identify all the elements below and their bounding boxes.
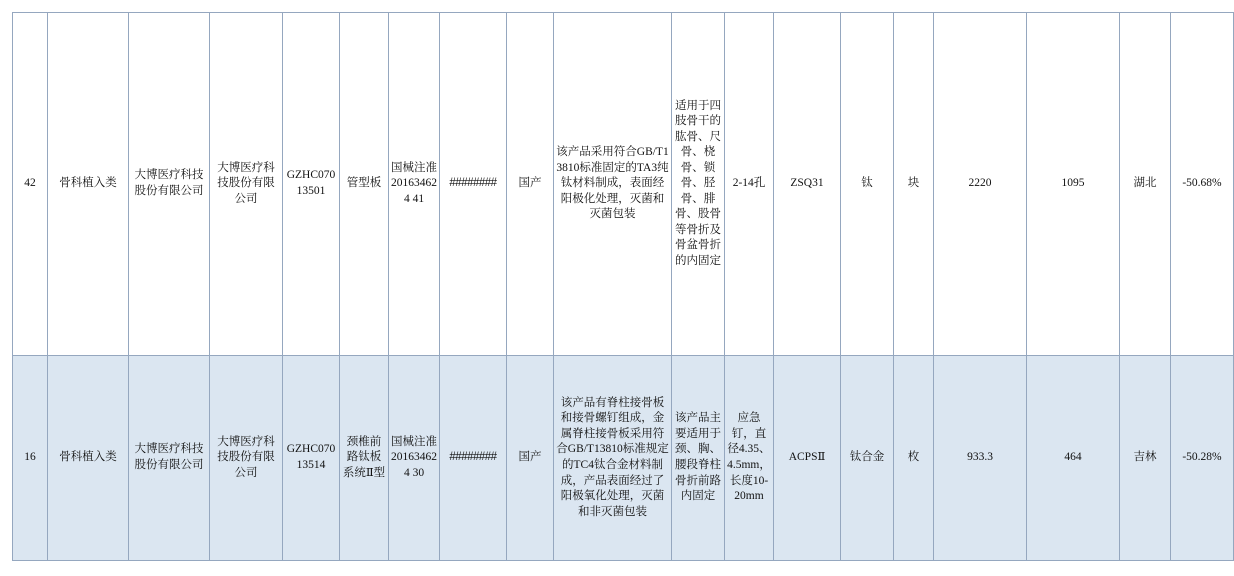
data-table	[12, 12, 1234, 561]
cell-price-before: 933.3	[934, 356, 1027, 561]
cell-price-after: 464	[1027, 356, 1120, 561]
cell-origin: 国产	[507, 13, 554, 356]
cell-index: 42	[13, 13, 48, 356]
cell-manufacturer: 大博医疗科技股份有限公司	[210, 13, 283, 356]
cell-model-code: ZSQ31	[774, 13, 841, 356]
cell-material: 钛	[841, 13, 894, 356]
cell-code: GZHC07013501	[283, 13, 340, 356]
cell-model-code: ACPSⅡ	[774, 356, 841, 561]
cell-material: 钛合金	[841, 356, 894, 561]
cell-model-spec: 2-14孔	[725, 13, 774, 356]
cell-origin: 国产	[507, 356, 554, 561]
cell-registration-no: 国械注准201634624 41	[389, 13, 440, 356]
cell-change-rate: -50.68%	[1171, 13, 1234, 356]
cell-description: 该产品有脊柱接骨板和接骨螺钉组成，金属脊柱接骨板采用符合GB/T13810标准规定的TC4钛合金材料制成，产品表面经过了阳极氧化处理，灭菌和非灭菌包装	[554, 356, 672, 561]
table-row[interactable]	[13, 13, 1234, 356]
cell-change-rate: -50.28%	[1171, 356, 1234, 561]
cell-price-after: 1095	[1027, 13, 1120, 356]
cell-price-before: 2220	[934, 13, 1027, 356]
cell-registration-no: 国械注准201634624 30	[389, 356, 440, 561]
cell-indication: 该产品主要适用于颈、胸、腰段脊柱骨折前路内固定	[672, 356, 725, 561]
cell-manufacturer: 大博医疗科技股份有限公司	[210, 356, 283, 561]
cell-province: 湖北	[1120, 13, 1171, 356]
spreadsheet-sheet	[0, 12, 1222, 576]
cell-province: 吉林	[1120, 356, 1171, 561]
cell-description: 该产品采用符合GB/T13810标准固定的TA3纯钛材料制成，表面经阳极化处理，灭菌和灭菌包装	[554, 13, 672, 356]
cell-spec-extra: ########	[440, 356, 507, 561]
cell-product-name: 管型板	[340, 13, 389, 356]
cell-code: GZHC07013514	[283, 356, 340, 561]
cell-unit: 块	[894, 13, 934, 356]
cell-model-spec: 应急钉，直径4.35、4.5mm，长度10-20mm	[725, 356, 774, 561]
cell-index: 16	[13, 356, 48, 561]
cell-category: 骨科植入类	[48, 13, 129, 356]
cell-unit: 枚	[894, 356, 934, 561]
cell-category: 骨科植入类	[48, 356, 129, 561]
cell-company: 大博医疗科技股份有限公司	[129, 13, 210, 356]
cell-indication: 适用于四肢骨干的肱骨、尺骨、桡骨、锁骨、胫骨、腓骨、股骨等骨折及骨盆骨折的内固定	[672, 13, 725, 356]
cell-spec-extra: ########	[440, 13, 507, 356]
cell-company: 大博医疗科技股份有限公司	[129, 356, 210, 561]
cell-product-name: 颈椎前路钛板系统Ⅱ型	[340, 356, 389, 561]
table-row[interactable]	[13, 356, 1234, 561]
